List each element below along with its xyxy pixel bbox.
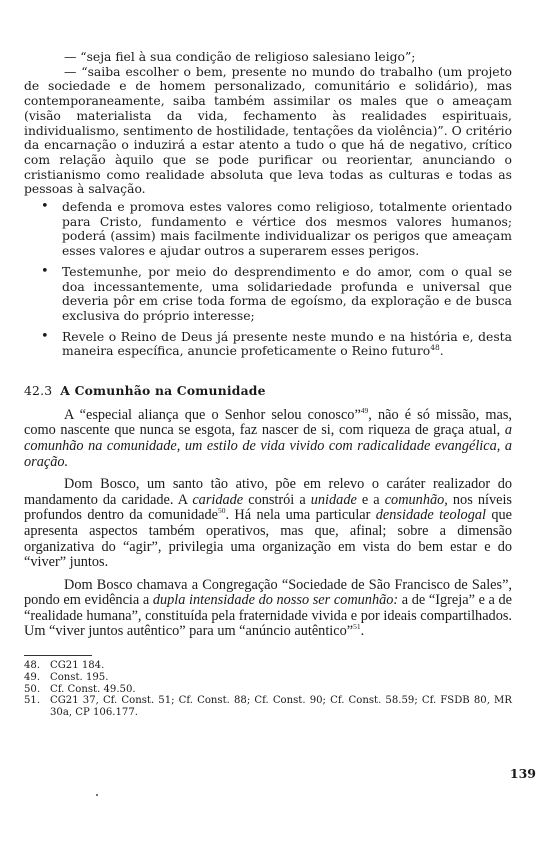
footnote	[24, 684, 512, 696]
text-run: a de “Igreja” e a de “realidade humana”, constituída pela fraternidade vivida e por ideais compartilhados. Um “viver juntos autêntico” para um “anúncio autêntico”	[24, 592, 513, 640]
text-run: nos níveis profundos dentro da comunidade	[24, 491, 512, 524]
section-heading	[24, 384, 512, 399]
emphasis: a comunhão na comunidade, um estilo de vida vivido com radicalidade evangélica, a oração.	[24, 422, 512, 470]
text-run: . Há nela uma particular	[225, 507, 376, 524]
emphasis: densidade teologal	[375, 507, 486, 524]
footnote-number: 50.	[24, 683, 41, 695]
text-run: que apresenta aspectos também operativos, mas que, afinal; sobre a dimensão organizativa do “agir”, privilegia uma organização em vista do bem estar e do “viver” juntos.	[24, 507, 512, 571]
footnote-number: 51.	[24, 695, 41, 707]
footnote	[24, 672, 512, 684]
page-body	[24, 50, 512, 719]
footnote	[24, 695, 512, 719]
section-title: A Comunhão na Comunidade	[60, 383, 266, 399]
emphasis: unidade	[310, 491, 357, 508]
page-number: 139	[509, 766, 536, 781]
bullet-icon: •	[41, 199, 49, 215]
paragraph-2	[24, 477, 512, 571]
intro-line-1: — “seja fiel à sua condição de religioso salesiano leigo”;	[64, 50, 416, 64]
footnotes	[24, 660, 512, 719]
text-run: .	[360, 623, 365, 640]
text-run: e a	[356, 491, 385, 508]
footnote	[24, 660, 512, 672]
section-number: 42.3	[24, 384, 53, 399]
list-item	[24, 265, 512, 324]
emphasis: dupla intensidade do nosso ser comunhão:	[152, 592, 399, 609]
bullet-text: Revele o Reino de Deus já presente neste mundo e na história e, desta maneira específica, anuncie profeticamente o Reino futuro	[62, 329, 512, 359]
footnote-text: CG21 184.	[50, 660, 105, 672]
text-run: constrói a	[243, 491, 311, 508]
scan-speck	[96, 794, 98, 796]
paragraph-3	[24, 578, 512, 640]
footnote-number: 48.	[24, 660, 41, 672]
text-run: Dom Bosco, um santo tão ativo, põe em relevo o caráter realizador do mandamento da caridade. A	[24, 476, 512, 508]
footnote-text: Cf. Const. 49.50.	[50, 683, 136, 695]
footnote-text: Const. 195.	[50, 671, 109, 683]
text-run: , não é só missão, mas, como nascente que nunca se esgota, faz nascer de si, com riqueza de graça atual,	[24, 406, 512, 439]
footnote-ref: 48	[430, 343, 440, 353]
bullet-icon: •	[41, 263, 49, 279]
footnote-ref: 50	[217, 506, 226, 516]
emphasis: caridade	[192, 491, 244, 508]
footnote-ref: 51	[353, 622, 361, 632]
bullet-text: defenda e promova estes valores como religioso, totalmente orientado para Cristo, fundamento e vértice dos mesmos valores humanos; poderá (assim) mais facilmente individualizar os perigos que ameaçam esses valores e ajudar outros a superarem esses perigos.	[62, 200, 512, 259]
footnote-number: 49.	[24, 671, 41, 683]
paragraph-1	[24, 408, 512, 470]
section-body	[24, 408, 512, 640]
list-item	[24, 200, 512, 259]
footnote-divider	[24, 655, 92, 656]
emphasis: comunhão,	[384, 491, 448, 508]
list-item: • Revele o Reino de Deus já presente neste mundo e na história e, desta maneira específica, anuncie profeticamente o Reino futuro$^{48}$.	[41, 328, 512, 359]
text-run: Dom Bosco chamava a Congregação “Sociedade de São Francisco de Sales”, pondo em evidência a	[24, 576, 512, 609]
intro-paragraph-2: — “saiba escolher o bem, presente no mundo do trabalho (um projeto de sociedade e de homem personalizado, comunitário e solidário), mas contemporaneamente, saiba também assimilar os males que o ameaçam (visão materialista da vida, fechamento às realidades espirituais, individualismo, sentimento de hostilidade, tentações da violência)”. O critério da encarnação o induzirá a estar atento a tudo o que há de negativo, crítico com relação àquilo que se pode purificar ou reorientar, anunciando o cristianismo como realidade absoluta que leva todas as culturas e todas as pessoas à salvação.	[24, 64, 512, 197]
bullet-icon: •	[41, 328, 49, 344]
footnote-ref: 49	[360, 406, 369, 415]
bullet-text: Testemunhe, por meio do desprendimento e do amor, com o qual se doa incessantemente, uma solidariedade profunda e universal que deveria pôr em crise toda forma de egoísmo, da exploração e de busca exclusiva do próprio interesse;	[62, 264, 512, 323]
text-run: A “especial aliança que o Senhor selou conosco”	[64, 406, 361, 423]
footnote-text: CG21 37, Cf. Const. 51; Cf. Const. 88; Cf. Const. 90; Cf. Const. 58.59; Cf. FSDB 80, MR 30a, CP 106.177.	[50, 695, 512, 719]
bullet-list	[24, 200, 512, 359]
